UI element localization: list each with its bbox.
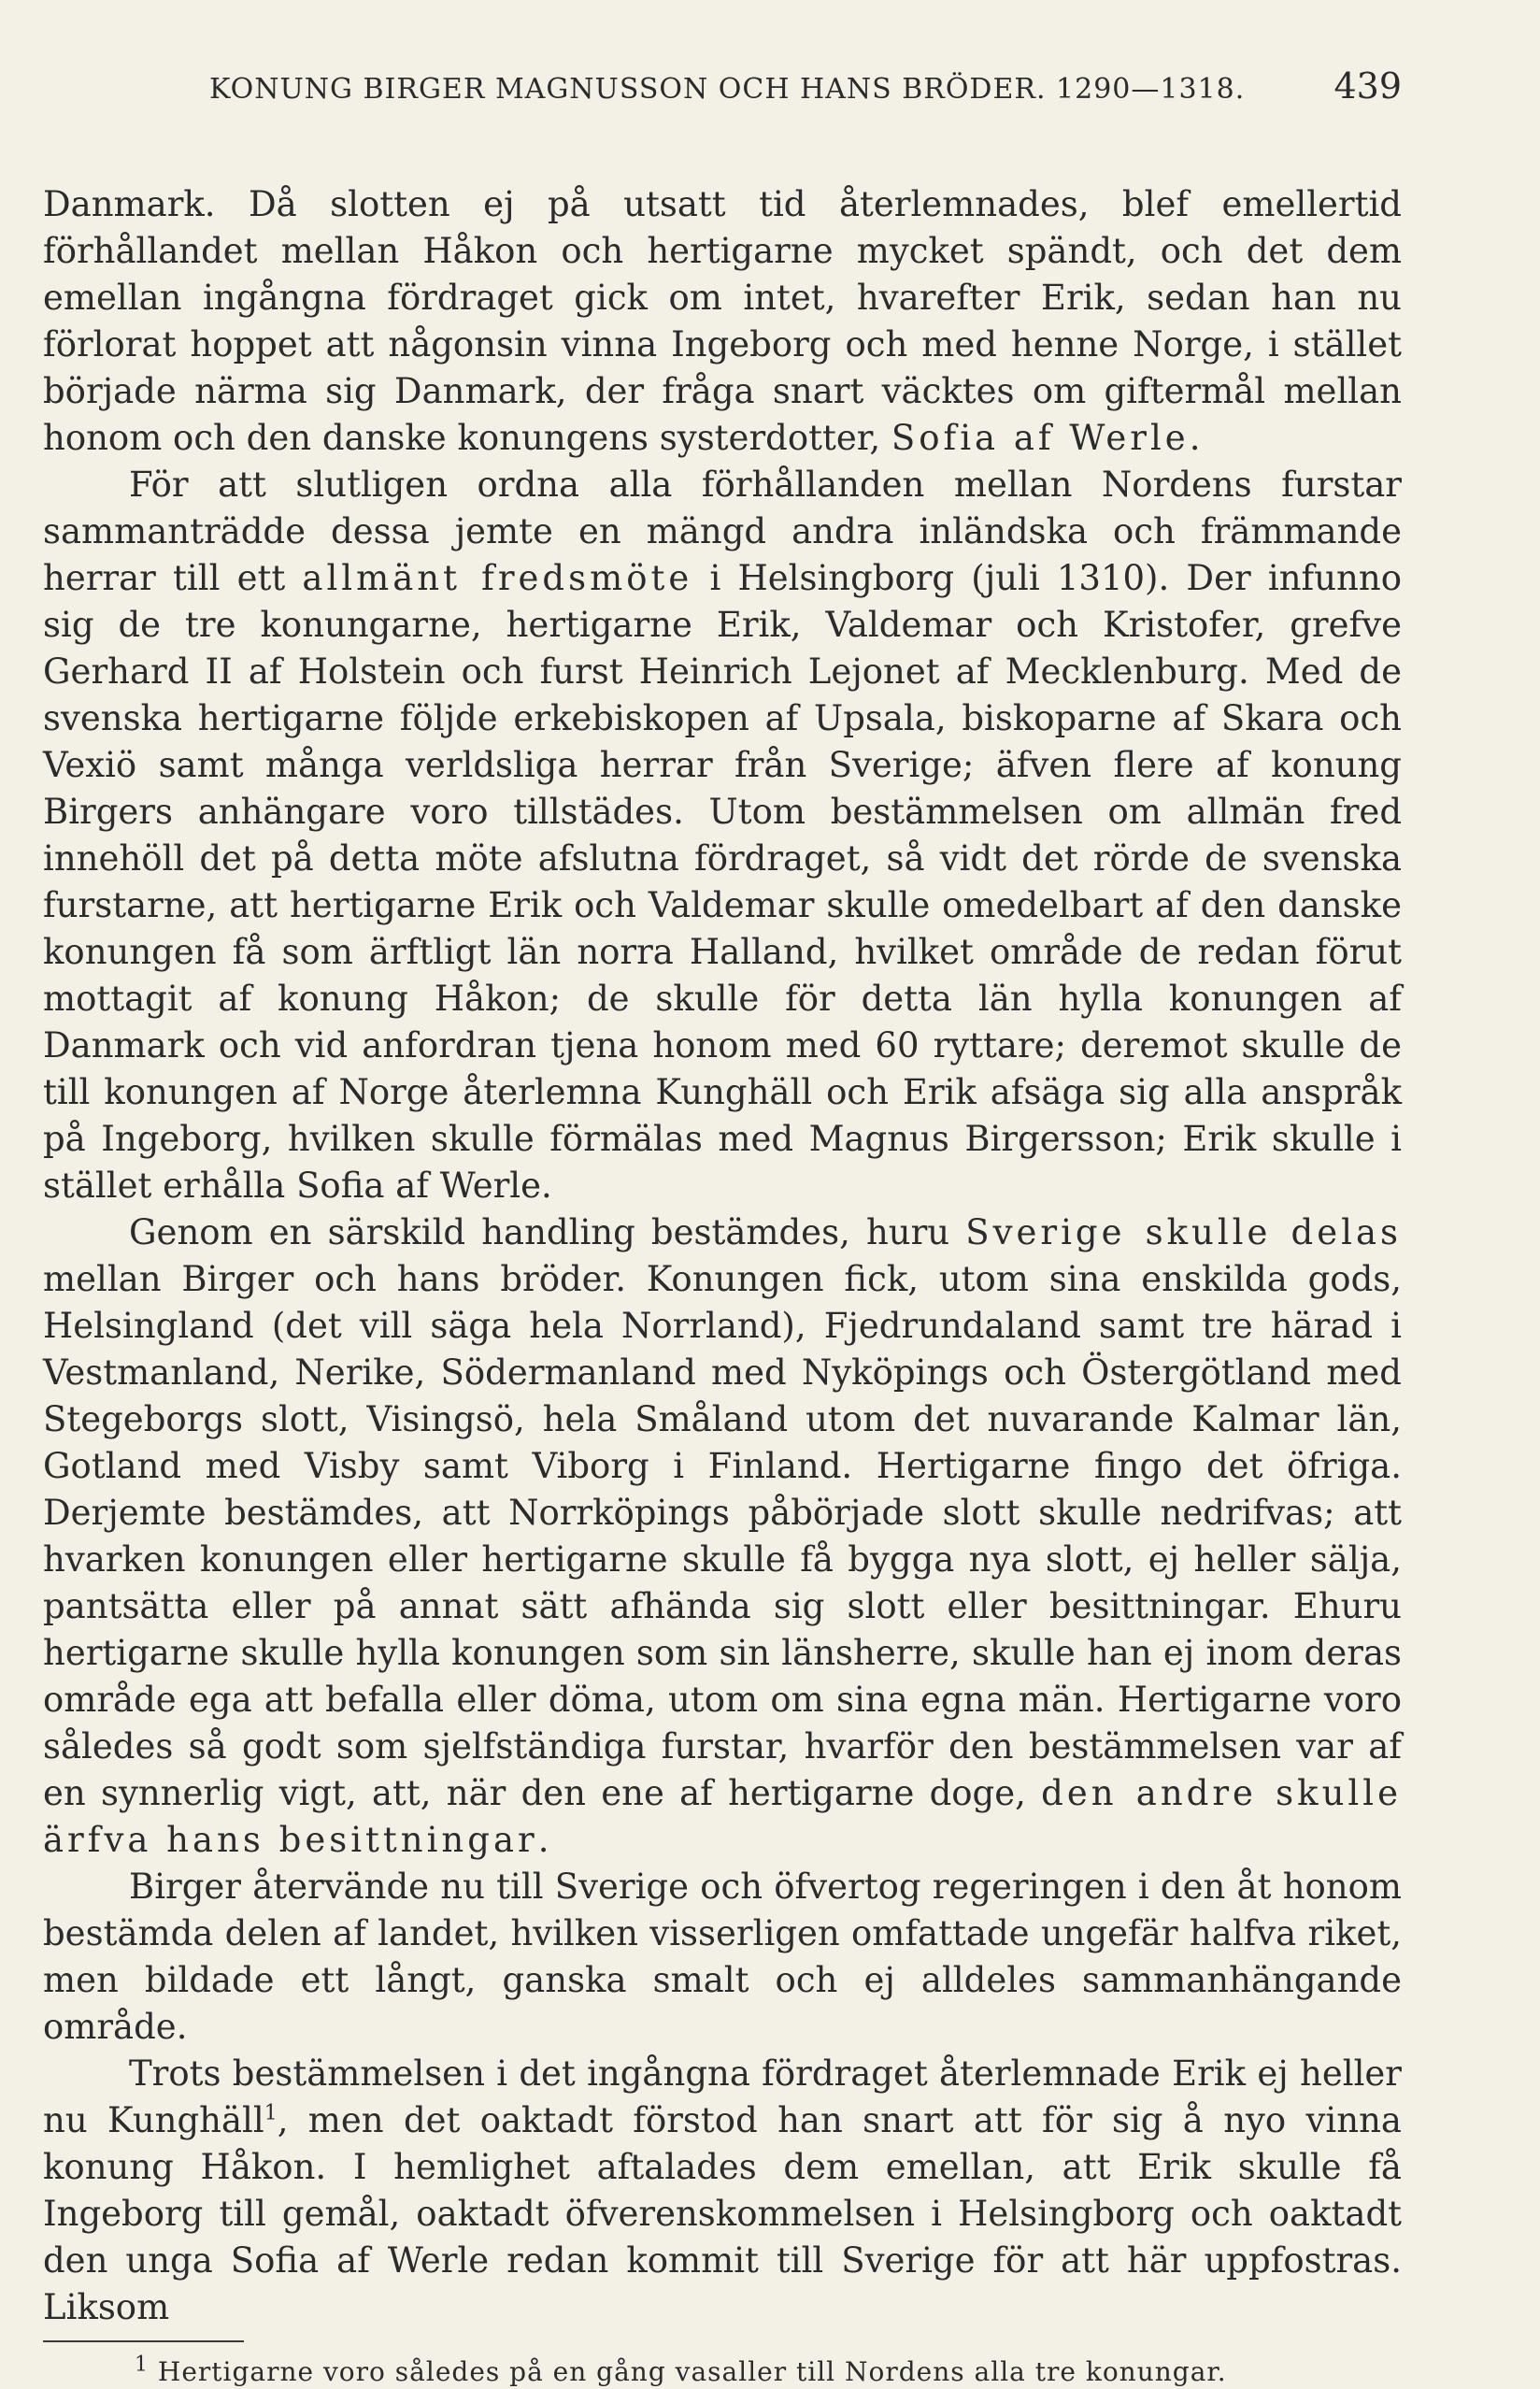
paragraph-1-text: Danmark. Då slotten ej på utsatt tid återlemnades, blef emellertid förhållandet mellan Håkon och hertigarne mycket spändt, och det dem emellan ingångna fördraget gick om intet, hvarefter Erik, sedan han nu förlorat hoppet att någonsin vinna Ingeborg och med henne Norge, i stället började närma sig Danmark, der fråga snart väcktes om giftermål mellan honom och den danske konungens systerdotter, [43,184,1402,458]
paragraph-4 [43,1864,1402,2051]
paragraph-4-text: Birger återvände nu till Sverige och öfvertog regeringen i den åt honom bestämda delen af landet, hvilken visserligen omfattade ungefär halfva riket, men bildade ett långt, ganska smalt och ej alldeles sammanhängande område. [43,1867,1402,2047]
paragraph-1-emphasis: Sofia af Werle [891,418,1190,458]
book-page [43,56,1402,2389]
paragraph-3 [43,1209,1402,1864]
footnote-marker: 1 [135,2353,149,2377]
paragraph-2-end: i Helsingborg (juli 1310). Der infunno sig de tre konungarne, hertigarne Erik, Valdemar och Kristofer, grefve Gerhard II af Holstein och furst Heinrich Lejonet af Mecklenburg. Med de svenska hertigarne följde erkebiskopen af Upsala, biskoparne af Skara och Vexiö samt många verldsliga herrar från Sverige; äfven flere af konung Birgers anhängare voro tillstädes. Utom bestämmelsen om allmän fred innehöll det på detta möte afslutna fördraget, så vidt det rörde de svenska furstarne, att hertigarne Erik och Valdemar skulle omedelbart af den danske konungen få som ärftligt län norra Halland, hvilket område de redan förut mottagit af konung Håkon; de skulle för detta län hylla konungen af Danmark och vid anfordran tjena honom med 60 ryttare; deremot skulle de till konungen af Norge återlemna Kunghäll och Erik afsäga sig alla anspråk på Ingeborg, hvilken skulle förmälas med Magnus Birgersson; Erik skulle i stället erhålla Sofia af Werle. [43,558,1402,1206]
paragraph-3-emphasis: Sverige skulle delas [965,1212,1402,1252]
paragraph-1-end: . [1189,418,1201,458]
paragraph-3-middle: mellan Birger och hans bröder. Konungen fick, utom sina enskilda gods, Helsingland (det vill säga hela Norrland), Fjedrundaland samt tre härad i Vestmanland, Nerike, Södermanland med Nyköpings och Östergötland med Stegeborgs slott, Visingsö, hela Småland utom det nuvarande Kalmar län, Gotland med Visby samt Viborg i Finland. Hertigarne fingo det öfriga. Derjemte bestämdes, att Norrköpings påbörjade slott skulle nedrifvas; att hvarken konungen eller hertigarne skulle få bygga nya slott, ej heller sälja, pantsätta eller på annat sätt afhända sig slott eller besittningar. Ehuru hertigarne skulle hylla konungen som sin länsherre, skulle han ej inom deras område ega att befalla eller döma, utom om sina egna män. Hertigarne voro således så godt som sjelfständiga furstar, hvarför den bestämmelsen var af en synnerlig vigt, att, när den ene af hertigarne doge, [43,1259,1402,1813]
paragraph-3-text: Genom en särskild handling bestämdes, huru [129,1212,950,1252]
paragraph-5-end: , men det oaktadt förstod han snart att för sig å nyo vinna konung Håkon. I hemlighet aftalades dem emellan, att Erik skulle få Ingeborg till gemål, oaktadt öfverenskommelsen i Helsingborg och oaktadt den unga Sofia af Werle redan kommit till Sverige för att här uppfostras. Liksom [43,2100,1402,2327]
paragraph-1 [43,181,1402,462]
body-text [43,181,1402,2389]
paragraph-3-emphasis-2: den andre skulle ärfva hans besittningar [43,1773,1402,1860]
footnote-text: Hertigarne voro således på en gång vasaller till Nordens alla tre konungar. [157,2356,1227,2387]
paragraph-3-end: . [537,1820,549,1860]
paragraph-2-text: För att slutligen ordna alla förhållanden mellan Nordens furstar sammanträdde dessa jemte en mängd andra inländska och främmande herrar till ett [43,465,1402,598]
footnote [135,2355,1402,2389]
paragraph-2 [43,462,1402,1209]
running-head: KONUNG BIRGER MAGNUSSON OCH HANS BRÖDER. 1290—1318. [209,73,1246,106]
footnote-reference[interactable]: 1 [264,2101,278,2125]
footnote-divider [43,2340,244,2342]
paragraph-2-emphasis: allmänt fredsmöte [302,558,693,598]
paragraph-5-text: Trots bestämmelsen i det ingångna fördraget återlemnade Erik ej heller nu Kunghäll [43,2053,1402,2140]
page-header [43,56,1402,112]
page-number: 439 [1333,65,1402,107]
paragraph-5 [43,2051,1402,2331]
